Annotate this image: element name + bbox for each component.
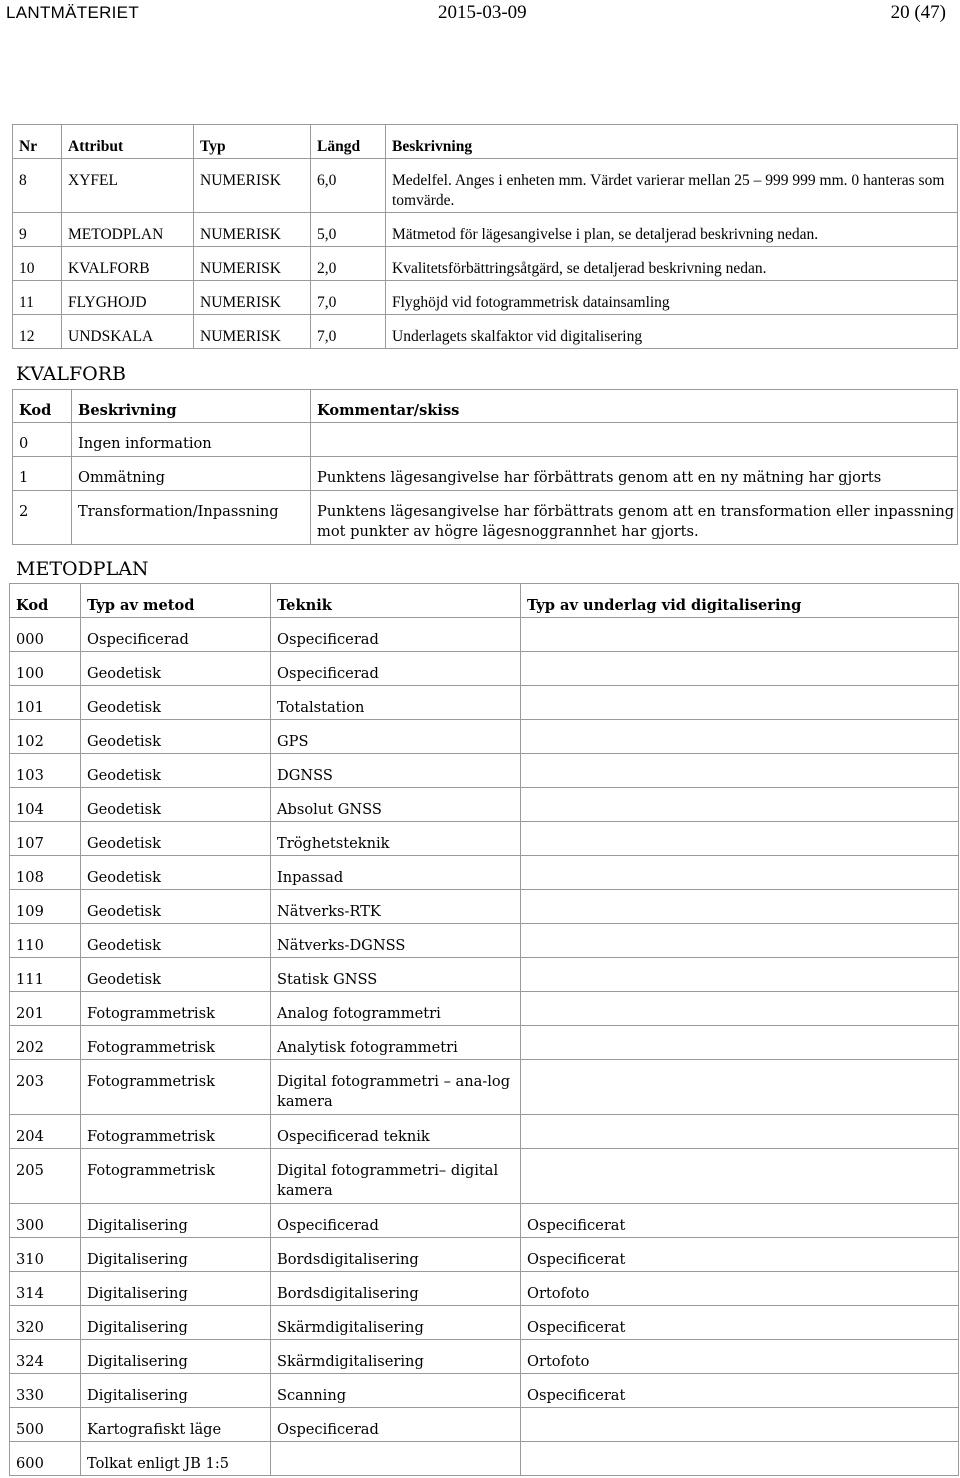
table-row [10,1374,959,1408]
kod-cell: 100 [10,652,81,686]
col-header-typ-av-underlag: Typ av underlag vid digitalisering [521,584,959,618]
attribut-cell: FLYGHOJD [62,281,194,315]
typ-av-metod-cell: Digitalisering [81,1374,271,1408]
teknik-cell: Totalstation [271,686,521,720]
table-row [10,788,959,822]
kod-cell: 1 [13,457,72,491]
kod-cell: 314 [10,1272,81,1306]
attribut-cell: METODPLAN [62,213,194,247]
typ-av-underlag-cell [521,652,959,686]
typ-av-underlag-cell [521,1060,959,1115]
table-row [10,1149,959,1204]
typ-av-metod-cell: Geodetisk [81,890,271,924]
col-header-teknik: Teknik [271,584,521,618]
table-row [13,423,958,457]
kod-cell: 203 [10,1060,81,1115]
typ-av-metod-cell: Digitalisering [81,1238,271,1272]
typ-av-underlag-cell [521,686,959,720]
teknik-cell: Analog fotogrammetri [271,992,521,1026]
attribut-cell: KVALFORB [62,247,194,281]
col-header-beskrivning: Beskrivning [386,125,958,159]
beskrivning-cell: Transformation/Inpassning [72,491,311,545]
typ-av-underlag-cell [521,1026,959,1060]
typ-cell: NUMERISK [194,247,311,281]
kod-cell: 103 [10,754,81,788]
teknik-cell: Skärmdigitalisering [271,1340,521,1374]
langd-cell: 2,0 [311,247,386,281]
teknik-cell: Bordsdigitalisering [271,1272,521,1306]
typ-av-metod-cell: Fotogrammetrisk [81,1115,271,1149]
typ-av-metod-cell: Geodetisk [81,924,271,958]
nr-cell: 8 [13,159,62,213]
kommentar-cell [311,423,958,457]
typ-av-metod-cell: Geodetisk [81,788,271,822]
metodplan-table [9,583,959,1476]
typ-av-metod-cell: Geodetisk [81,856,271,890]
typ-av-underlag-cell [521,618,959,652]
nr-cell: 12 [13,315,62,349]
table-row [10,686,959,720]
teknik-cell: Digital fotogrammetri– digital kamera [271,1149,521,1204]
table-row [13,247,958,281]
kod-cell: 109 [10,890,81,924]
kvalforb-table [12,389,958,545]
typ-av-metod-cell: Digitalisering [81,1340,271,1374]
col-header-kod: Kod [13,390,72,423]
table-row [10,618,959,652]
teknik-cell: Ospecificerad [271,1204,521,1238]
typ-av-underlag-cell: Ospecificerat [521,1238,959,1272]
kvalforb-header-row [13,390,958,423]
header-date: 2015-03-09 [438,2,527,23]
attribute-header-row [13,125,958,159]
table-row [10,890,959,924]
teknik-cell: Absolut GNSS [271,788,521,822]
kod-cell: 330 [10,1374,81,1408]
teknik-cell: Ospecificerad [271,652,521,686]
nr-cell: 11 [13,281,62,315]
beskrivning-cell: Kvalitetsförbättringsåtgärd, se detaljerad beskrivning nedan. [386,247,958,281]
teknik-cell: Inpassad [271,856,521,890]
table-row [10,720,959,754]
table-row [10,1340,959,1374]
kod-cell: 300 [10,1204,81,1238]
typ-av-underlag-cell: Ospecificerat [521,1374,959,1408]
table-row [10,1026,959,1060]
typ-av-underlag-cell [521,754,959,788]
typ-av-underlag-cell [521,992,959,1026]
typ-av-underlag-cell [521,924,959,958]
typ-av-metod-cell: Fotogrammetrisk [81,1060,271,1115]
metodplan-header-row [10,584,959,618]
teknik-cell: Ospecificerad [271,1408,521,1442]
header-organization: LANTMÄTERIET [6,3,140,22]
typ-av-underlag-cell [521,720,959,754]
table-row [10,1238,959,1272]
teknik-cell: Skärmdigitalisering [271,1306,521,1340]
col-header-beskrivning: Beskrivning [72,390,311,423]
typ-av-metod-cell: Fotogrammetrisk [81,1149,271,1204]
nr-cell: 10 [13,247,62,281]
typ-av-metod-cell: Fotogrammetrisk [81,992,271,1026]
table-row [13,213,958,247]
col-header-attribut: Attribut [62,125,194,159]
typ-av-metod-cell: Ospecificerad [81,618,271,652]
kvalforb-table-body [13,423,958,545]
table-row [10,1115,959,1149]
table-row [10,856,959,890]
table-row [13,491,958,545]
beskrivning-cell: Underlagets skalfaktor vid digitalisering [386,315,958,349]
kod-cell: 500 [10,1408,81,1442]
attribut-cell: UNDSKALA [62,315,194,349]
header-page-number: 20 (47) [890,2,946,23]
table-row [10,1060,959,1115]
typ-av-underlag-cell [521,1442,959,1476]
kod-cell: 2 [13,491,72,545]
langd-cell: 6,0 [311,159,386,213]
beskrivning-cell: Ingen information [72,423,311,457]
teknik-cell: Ospecificerad teknik [271,1115,521,1149]
table-row [10,1442,959,1476]
table-row [10,1408,959,1442]
table-row [10,652,959,686]
typ-av-underlag-cell [521,958,959,992]
beskrivning-cell: Mätmetod för lägesangivelse i plan, se detaljerad beskrivning nedan. [386,213,958,247]
kvalforb-section-title: KVALFORB [16,363,126,385]
teknik-cell: Nätverks-DGNSS [271,924,521,958]
kommentar-cell: Punktens lägesangivelse har förbättrats genom att en ny mätning har gjorts [311,457,958,491]
kod-cell: 202 [10,1026,81,1060]
typ-av-metod-cell: Fotogrammetrisk [81,1026,271,1060]
teknik-cell: GPS [271,720,521,754]
col-header-typ: Typ [194,125,311,159]
teknik-cell: Digital fotogrammetri – ana-log kamera [271,1060,521,1115]
col-header-kod: Kod [10,584,81,618]
typ-av-metod-cell: Geodetisk [81,686,271,720]
typ-cell: NUMERISK [194,213,311,247]
metodplan-section-title: METODPLAN [16,558,149,580]
typ-av-underlag-cell: Ospecificerat [521,1204,959,1238]
teknik-cell: Bordsdigitalisering [271,1238,521,1272]
typ-av-underlag-cell [521,1149,959,1204]
kod-cell: 111 [10,958,81,992]
typ-av-metod-cell: Geodetisk [81,754,271,788]
kod-cell: 310 [10,1238,81,1272]
table-row [10,924,959,958]
typ-cell: NUMERISK [194,315,311,349]
langd-cell: 5,0 [311,213,386,247]
table-row [10,822,959,856]
kod-cell: 600 [10,1442,81,1476]
typ-av-underlag-cell [521,1408,959,1442]
teknik-cell: Analytisk fotogrammetri [271,1026,521,1060]
beskrivning-cell: Ommätning [72,457,311,491]
typ-av-metod-cell: Digitalisering [81,1204,271,1238]
typ-av-metod-cell: Digitalisering [81,1272,271,1306]
col-header-nr: Nr [13,125,62,159]
attribute-table-body [13,159,958,349]
table-row [10,1272,959,1306]
typ-cell: NUMERISK [194,159,311,213]
table-row [10,992,959,1026]
kod-cell: 000 [10,618,81,652]
page-header [0,0,960,30]
kommentar-cell: Punktens lägesangivelse har förbättrats genom att en transformation eller inpassning mot punkter av högre lägesnoggrannhet har gjorts. [311,491,958,545]
typ-av-underlag-cell: Ortofoto [521,1272,959,1306]
kod-cell: 0 [13,423,72,457]
table-row [13,281,958,315]
table-row [10,1306,959,1340]
kod-cell: 101 [10,686,81,720]
table-row [13,315,958,349]
teknik-cell: DGNSS [271,754,521,788]
col-header-langd: Längd [311,125,386,159]
kod-cell: 320 [10,1306,81,1340]
beskrivning-cell: Medelfel. Anges i enheten mm. Värdet varierar mellan 25 – 999 999 mm. 0 hanteras som tomvärde. [386,159,958,213]
kod-cell: 205 [10,1149,81,1204]
col-header-kommentar: Kommentar/skiss [311,390,958,423]
kod-cell: 102 [10,720,81,754]
typ-av-underlag-cell [521,890,959,924]
typ-av-metod-cell: Geodetisk [81,958,271,992]
kod-cell: 104 [10,788,81,822]
typ-av-metod-cell: Geodetisk [81,720,271,754]
langd-cell: 7,0 [311,281,386,315]
typ-av-metod-cell: Geodetisk [81,652,271,686]
attribut-cell: XYFEL [62,159,194,213]
col-header-typ-av-metod: Typ av metod [81,584,271,618]
beskrivning-cell: Flyghöjd vid fotogrammetrisk datainsamling [386,281,958,315]
typ-cell: NUMERISK [194,281,311,315]
typ-av-underlag-cell [521,822,959,856]
metodplan-table-body [10,618,959,1476]
teknik-cell: Tröghetsteknik [271,822,521,856]
teknik-cell: Nätverks-RTK [271,890,521,924]
typ-av-underlag-cell: Ortofoto [521,1340,959,1374]
typ-av-metod-cell: Digitalisering [81,1306,271,1340]
kod-cell: 201 [10,992,81,1026]
teknik-cell: Scanning [271,1374,521,1408]
typ-av-underlag-cell [521,856,959,890]
typ-av-metod-cell: Tolkat enligt JB 1:5 [81,1442,271,1476]
table-row [10,1204,959,1238]
teknik-cell [271,1442,521,1476]
kod-cell: 108 [10,856,81,890]
nr-cell: 9 [13,213,62,247]
kod-cell: 324 [10,1340,81,1374]
langd-cell: 7,0 [311,315,386,349]
typ-av-underlag-cell: Ospecificerat [521,1306,959,1340]
kod-cell: 107 [10,822,81,856]
table-row [10,754,959,788]
table-row [13,457,958,491]
kod-cell: 110 [10,924,81,958]
table-row [10,958,959,992]
typ-av-underlag-cell [521,1115,959,1149]
typ-av-underlag-cell [521,788,959,822]
kod-cell: 204 [10,1115,81,1149]
typ-av-metod-cell: Kartografiskt läge [81,1408,271,1442]
attribute-table [12,124,958,349]
table-row [13,159,958,213]
typ-av-metod-cell: Geodetisk [81,822,271,856]
teknik-cell: Ospecificerad [271,618,521,652]
teknik-cell: Statisk GNSS [271,958,521,992]
